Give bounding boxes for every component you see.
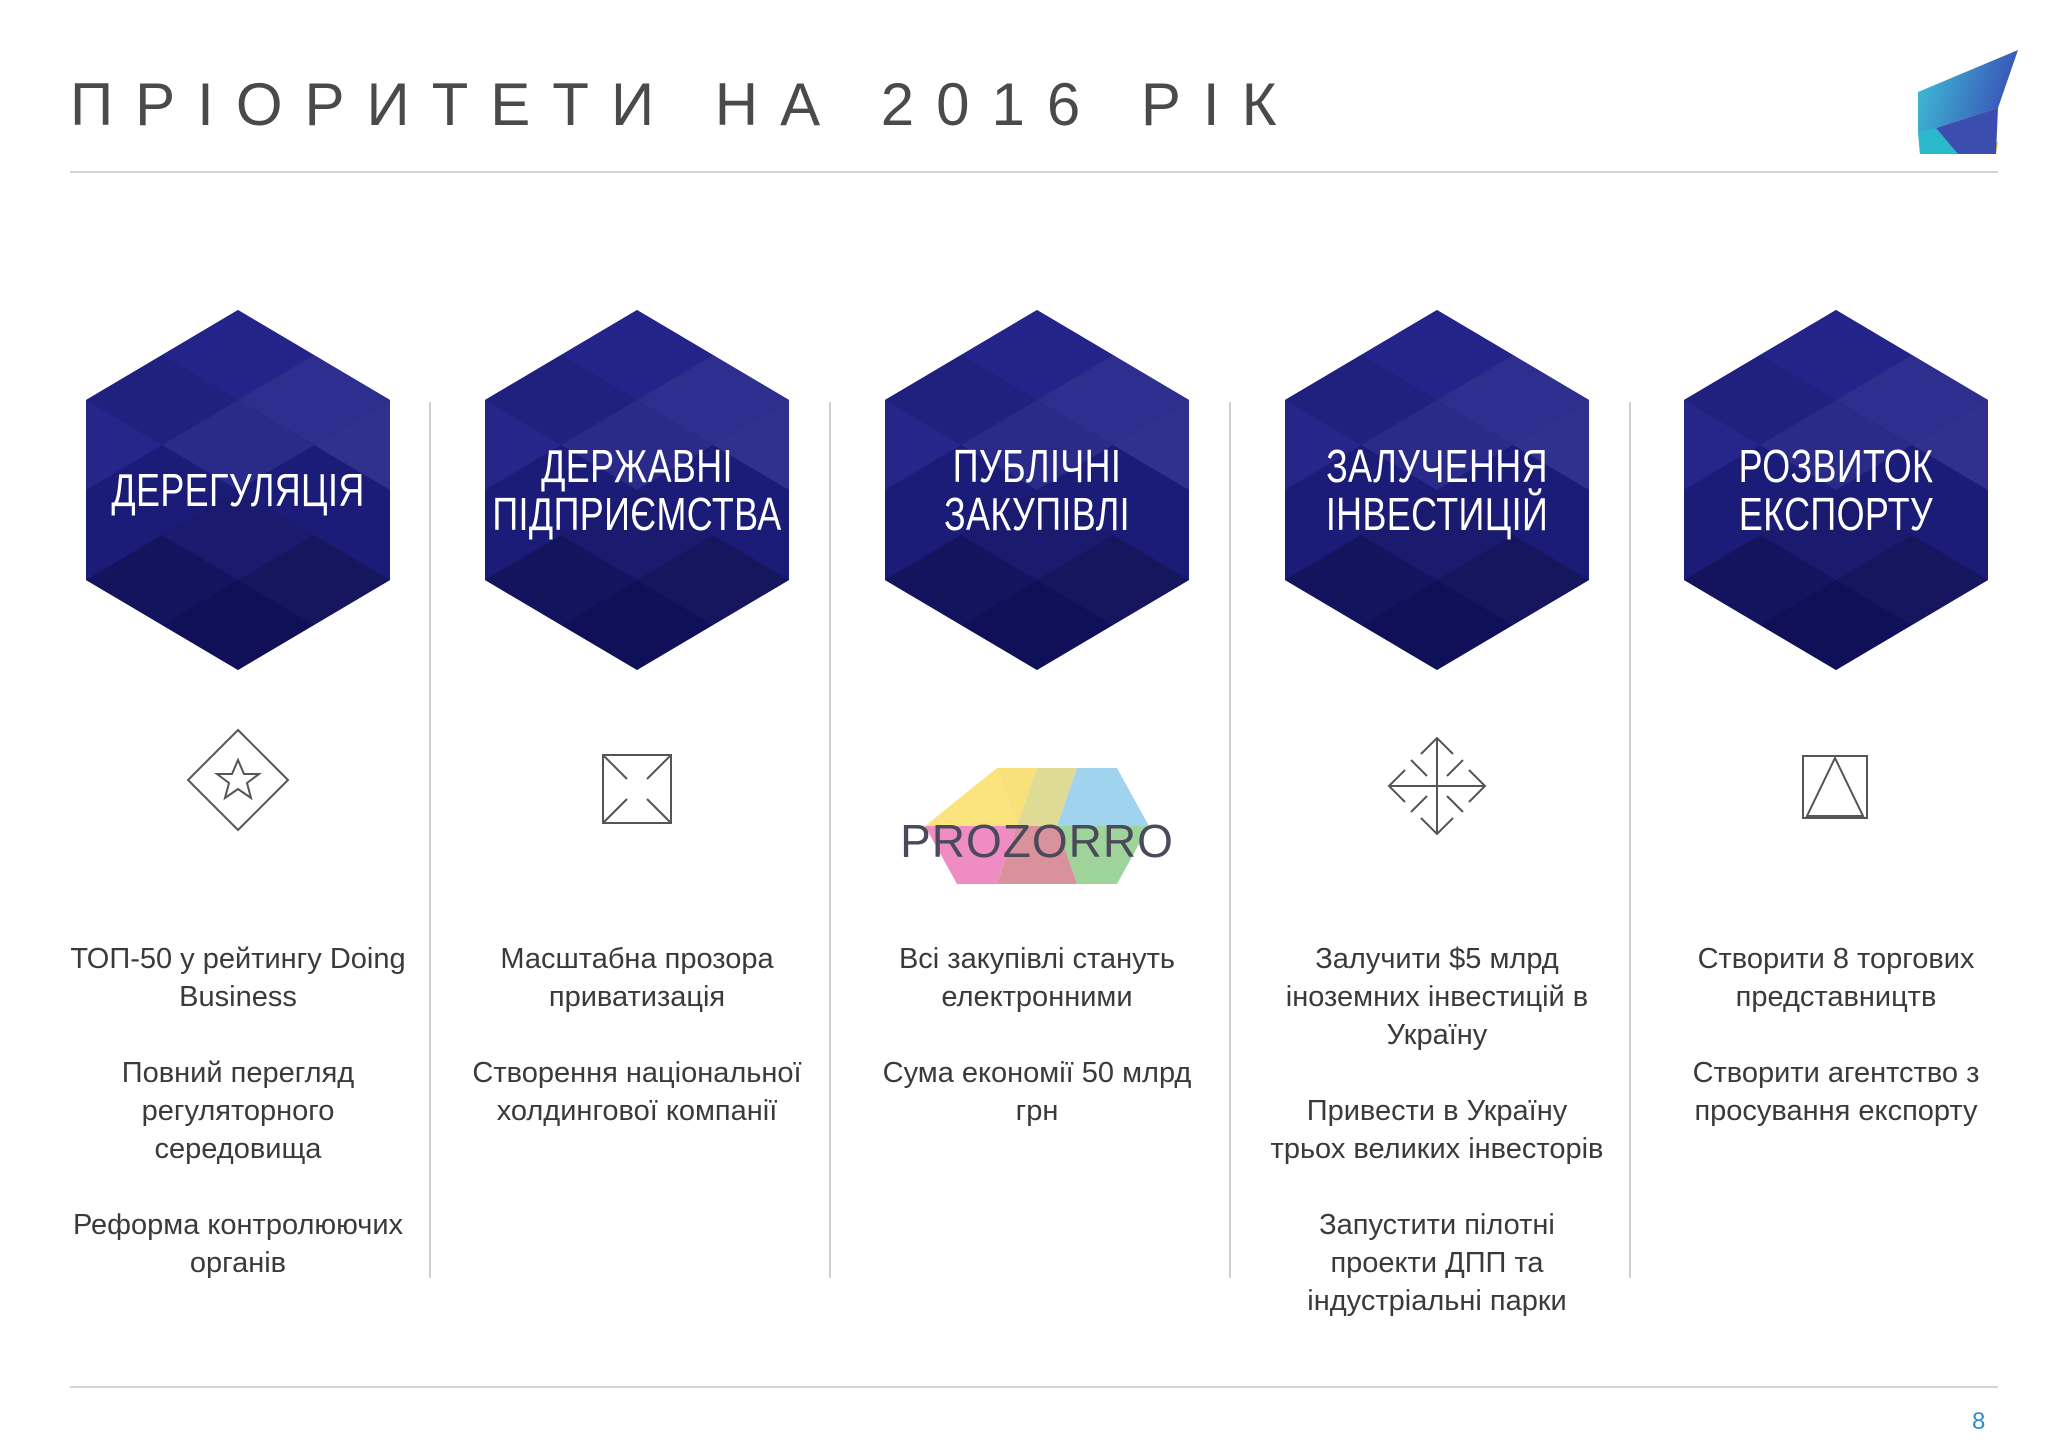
column-divider-1: [429, 402, 431, 1278]
prozorro-logo: [877, 750, 1197, 920]
hexagon-badge: [78, 310, 398, 670]
hexagon-heading: ДЕРЕГУЛЯЦІЯ: [111, 464, 365, 516]
four-way-arrows-icon: [1277, 710, 1597, 850]
priority-description: Всі закупівлі стануть електронними Сума економії 50 млрд грн: [882, 943, 1192, 1127]
hexagon-badge: [1277, 310, 1597, 670]
priority-description: Створити 8 торгових представництв Створити агентство з просування експорту: [1692, 943, 1980, 1127]
priority-description: Масштабна прозора приватизація Створення національної холдингової компанії: [472, 943, 802, 1127]
hexagon-badge: [1676, 310, 1996, 670]
hexagon-heading: ПУБЛІЧНІ ЗАКУПІВЛІ: [943, 440, 1131, 540]
column-divider-3: [1229, 402, 1231, 1278]
square-arrows-inward-icon: [477, 710, 797, 850]
priority-description: ТОП-50 у рейтингу Doing Business Повний перегляд регуляторного середовища Реформа контролюючих органів: [70, 943, 406, 1279]
page-title: ПРІОРИТЕТИ НА 2016 РІК: [70, 71, 1299, 138]
footer-divider: [70, 1386, 1998, 1388]
column-divider-4: [1629, 402, 1631, 1278]
hexagon-badge: [877, 310, 1197, 670]
government-logo-icon: [1918, 50, 2018, 160]
priority-description: Залучити $5 млрд іноземних інвестицій в Україну Привести в Україну трьох великих інвесторів Запустити пілотні проекти ДПП та індустріальні парки: [1270, 943, 1604, 1317]
priority-column-public-procurement: [877, 310, 1197, 1127]
star-diamond-icon: [78, 710, 398, 850]
triangle-in-square-icon: [1676, 710, 1996, 850]
prozorro-wordmark: PROZORRO: [900, 815, 1174, 867]
hexagon-heading: ЗАЛУЧЕННЯ ІНВЕСТИЦІЙ: [1325, 440, 1549, 540]
header-divider: [70, 171, 1998, 173]
hexagon-badge: [477, 310, 797, 670]
priority-column-deregulation: [70, 310, 406, 1279]
column-divider-2: [829, 402, 831, 1278]
priority-column-state-enterprises: [472, 310, 802, 1127]
hexagon-heading: ДЕРЖАВНІ ПІДПРИЄМСТВА: [492, 440, 782, 540]
priority-column-export: [1676, 310, 1996, 1127]
hexagon-heading: РОЗВИТОК ЕКСПОРТУ: [1738, 440, 1934, 540]
priority-column-investments: [1270, 310, 1604, 1317]
page-number: 8: [1972, 1408, 1986, 1435]
